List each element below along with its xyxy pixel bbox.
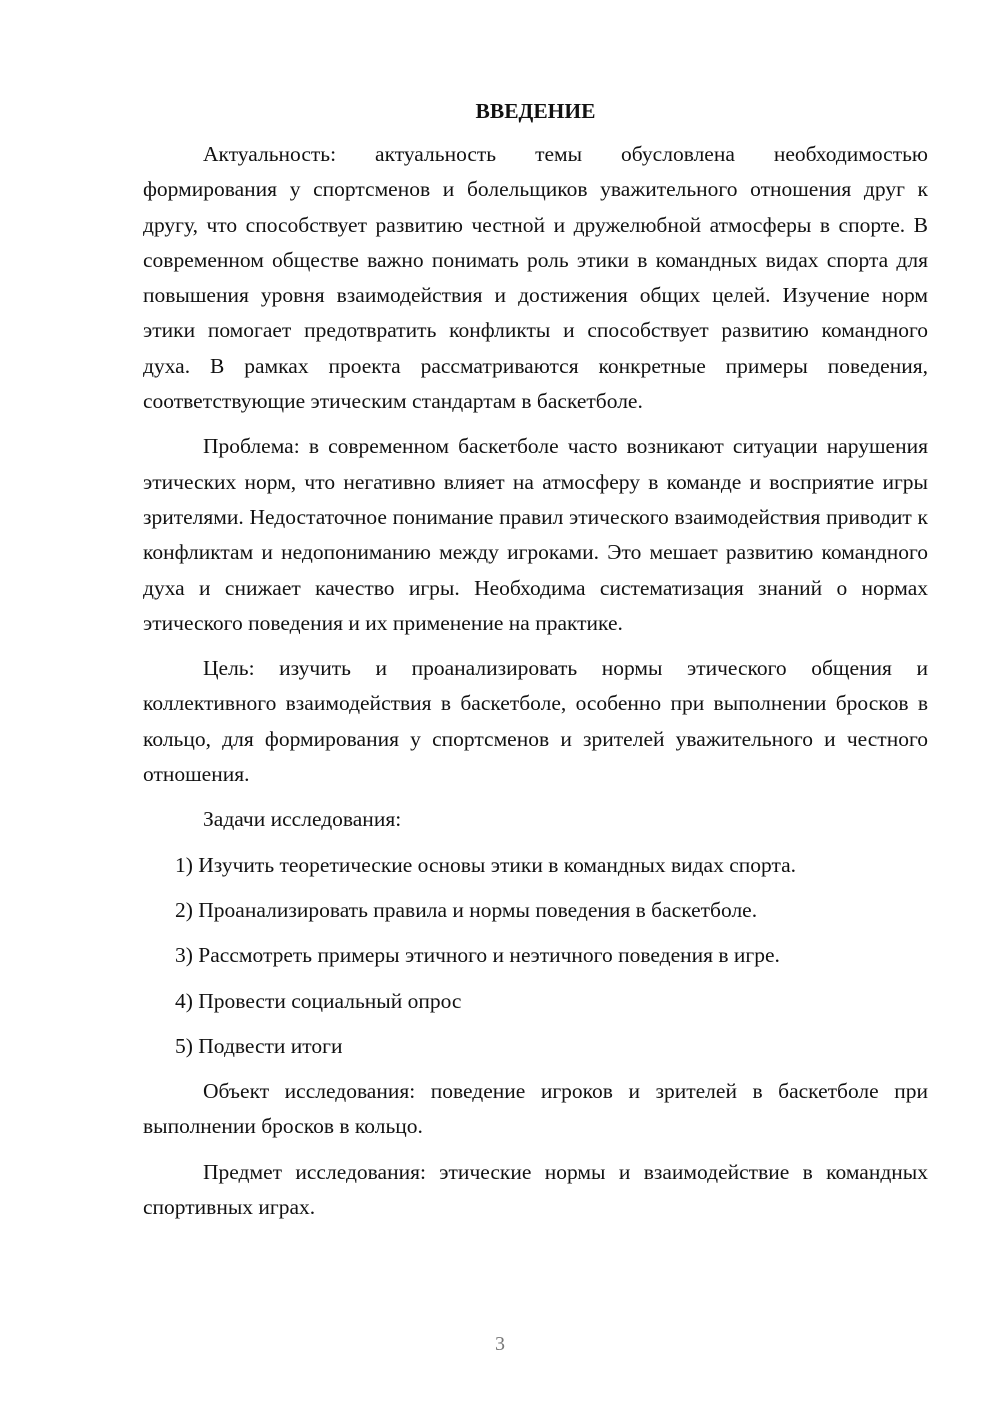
relevance-paragraph: Актуальность: актуальность темы обусловлена необходимостью формирования у спортсменов и болельщиков уважительного отношения друг к другу, что способствует развитию честной и дружелюбной атмосферы в спорте. В современном обществе важно понимать роль этики в командных видах спорта для повышения уровня взаимодействия и достижения общих целей. Изучение норм этики помогает предотвратить конфликты и способствует развитию командного духа. В рамках проекта рассматриваются конкретные примеры поведения, соответствующие этическим стандартам в баскетболе. xyxy=(143,142,928,414)
page-content xyxy=(143,95,928,1235)
task-item-1: 1) Изучить теоретические основы этики в командных видах спорта. xyxy=(175,852,797,877)
page-number: 3 xyxy=(495,1333,505,1355)
task-item-2: 2) Проанализировать правила и нормы поведения в баскетболе. xyxy=(175,897,758,922)
tasks-heading: Задачи исследования: xyxy=(203,807,402,832)
problem-paragraph: Проблема: в современном баскетболе часто возникают ситуации нарушения этических норм, что негативно влияет на атмосферу в команде и восприятие игры зрителями. Недостаточное понимание правил этического взаимодействия приводит к конфликтам и недопониманию между игроками. Это мешает развитию командного духа и снижает качество игры. Необходима систематизация знаний о нормах этического поведения и их применение на практике. xyxy=(143,434,928,635)
task-item-3: 3) Рассмотреть примеры этичного и неэтичного поведения в игре. xyxy=(175,943,780,968)
page-title: ВВЕДЕНИЕ xyxy=(475,99,596,123)
task-item-4: 4) Провести социальный опрос xyxy=(175,988,462,1013)
subject-paragraph: Предмет исследования: этические нормы и взаимодействие в командных спортивных играх. xyxy=(143,1159,928,1220)
tasks-list xyxy=(143,848,928,1064)
task-item-5: 5) Подвести итоги xyxy=(175,1033,343,1058)
goal-paragraph: Цель: изучить и проанализировать нормы этического общения и коллективного взаимодействия в баскетболе, особенно при выполнении бросков в кольцо, для формирования у спортсменов и зрителей уважительного и честного отношения. xyxy=(143,656,928,787)
object-paragraph: Объект исследования: поведение игроков и зрителей в баскетболе при выполнении бросков в кольцо. xyxy=(143,1079,928,1139)
